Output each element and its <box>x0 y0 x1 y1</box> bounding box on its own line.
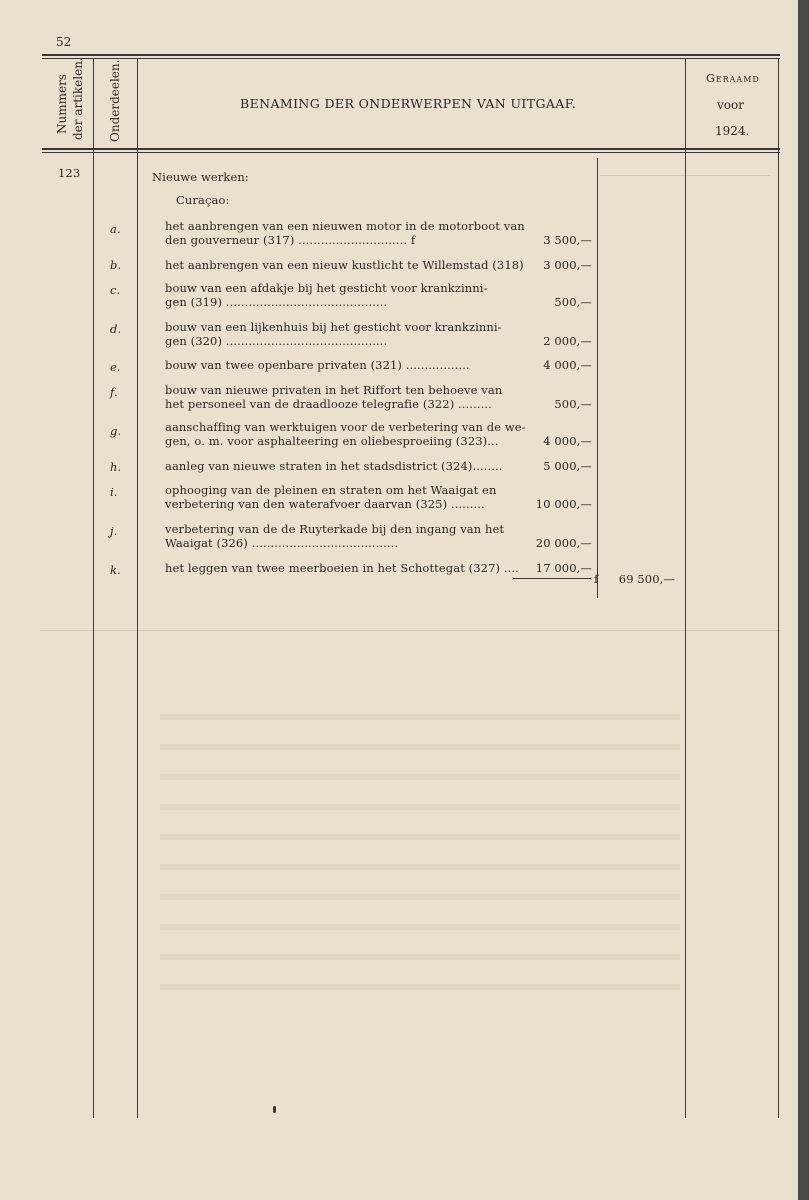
item-line: verbetering van de de Ruyterkade bij den ingang van het <box>165 522 505 536</box>
page-number: 52 <box>56 35 72 49</box>
col-sep-4 <box>778 58 779 1118</box>
header-nummers-line1: Nummers <box>55 74 69 134</box>
item-line: bouw van een lijkenhuis bij het gesticht voor krankzinni- <box>165 320 502 334</box>
item-line: ophooging van de pleinen en straten om het Waaigat en <box>165 483 497 497</box>
item-amount: 20 000,— <box>535 536 592 550</box>
item-amount: 2 000,— <box>543 334 592 348</box>
item-letter: b. <box>110 258 122 272</box>
header-geraamd: Geraamd <box>706 72 760 85</box>
col-sep-2 <box>137 58 138 1118</box>
item-line: het leggen van twee meerboeien in het Schottegat (327) .... <box>165 561 519 575</box>
book-spine <box>798 0 809 1200</box>
ink-speck <box>273 1106 276 1113</box>
header-top-rule-thin <box>42 58 780 59</box>
item-line: bouw van twee openbare privaten (321) ................. <box>165 358 470 372</box>
item-amount: 17 000,— <box>535 561 592 575</box>
item-letter: k. <box>110 563 121 577</box>
col-sep-1 <box>93 58 94 1118</box>
amount-col-sep <box>597 158 598 598</box>
header-top-rule <box>42 54 780 56</box>
article-number: 123 <box>58 166 81 180</box>
item-amount: 10 000,— <box>535 497 592 511</box>
section-title: Nieuwe werken: <box>152 170 249 184</box>
header-onderdeelen: Onderdeelen. <box>108 59 122 142</box>
item-amount: 3 000,— <box>543 258 592 272</box>
item-line: bouw van nieuwe privaten in het Riffort ten behoeve van <box>165 383 503 397</box>
item-line: het aanbrengen van een nieuw kustlicht te Willemstad (318) <box>165 258 524 272</box>
item-amount: 5 000,— <box>543 459 592 473</box>
col-sep-3 <box>685 58 686 1118</box>
item-letter: c. <box>110 283 121 297</box>
item-line: bouw van een afdakje bij het gesticht voor krankzinni- <box>165 281 488 295</box>
item-amount: 4 000,— <box>543 434 592 448</box>
total-amount: 69 500,— <box>618 572 675 586</box>
item-letter: h. <box>110 460 122 474</box>
header-year: 1924. <box>715 124 750 138</box>
item-amount: 4 000,— <box>543 358 592 372</box>
sum-rule <box>513 578 591 579</box>
item-line: gen (319) ........................................... <box>165 295 388 309</box>
item-amount: 3 500,— <box>543 233 592 247</box>
item-line: den gouverneur (317) ............................. f <box>165 233 416 247</box>
item-letter: g. <box>110 424 122 438</box>
item-letter: a. <box>110 222 121 236</box>
item-amount: 500,— <box>554 295 592 309</box>
item-line: het personeel van de draadlooze telegrafie (322) ......... <box>165 397 492 411</box>
header-benaming: BENAMING DER ONDERWERPEN VAN UITGAAF. <box>240 96 577 111</box>
subsection-title: Curaçao: <box>176 193 230 207</box>
header-bottom-rule <box>42 148 780 150</box>
item-letter: i. <box>110 485 118 499</box>
item-line: aanschaffing van werktuigen voor de verbetering van de we- <box>165 420 526 434</box>
item-line: het aanbrengen van een nieuwen motor in de motorboot van <box>165 219 525 233</box>
header-voor: voor <box>717 98 744 112</box>
item-line: gen (320) ........................................... <box>165 334 388 348</box>
item-line: gen, o. m. voor asphalteering en oliebesproeiing (323)... <box>165 434 499 448</box>
item-letter: f. <box>110 385 118 399</box>
total-currency: f <box>594 572 599 586</box>
item-amount: 500,— <box>554 397 592 411</box>
item-line: Waaigat (326) ....................................... <box>165 536 399 550</box>
item-letter: j. <box>110 524 118 538</box>
header-nummers-line2: der artikelen. <box>71 57 85 140</box>
header-bottom-rule-thin <box>42 152 780 153</box>
item-letter: e. <box>110 360 121 374</box>
item-line: verbetering van den waterafvoer daarvan (325) ......... <box>165 497 485 511</box>
item-line: aanleg van nieuwe straten in het stadsdistrict (324)........ <box>165 459 503 473</box>
item-letter: d. <box>110 322 122 336</box>
